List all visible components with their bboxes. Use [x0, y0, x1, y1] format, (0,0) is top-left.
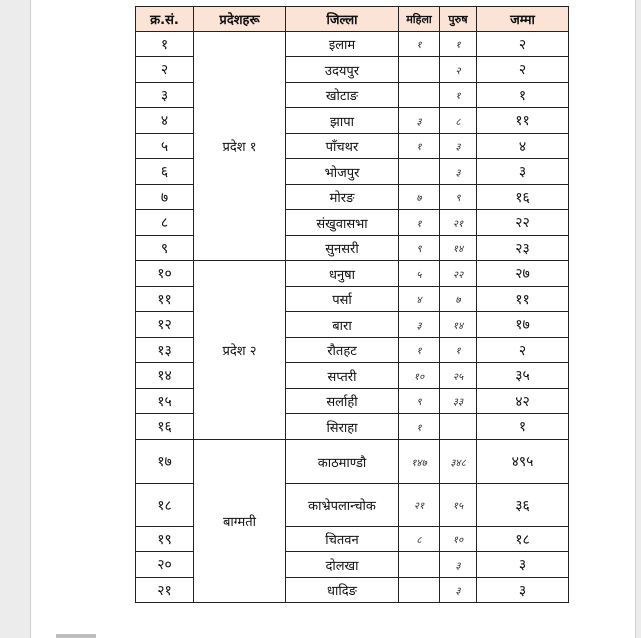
cell-province: बाग्मती	[194, 440, 286, 603]
cell-male: १५	[440, 484, 477, 527]
scrollbar-thumb[interactable]	[56, 634, 96, 638]
cell-sn: १८	[136, 484, 194, 527]
cell-sn: ११	[136, 287, 194, 312]
cell-total: ४२	[477, 389, 569, 414]
district-table	[135, 6, 569, 603]
cell-total: ४९५	[477, 440, 569, 484]
header-sn: क्र.सं.	[136, 7, 194, 32]
header-district: जिल्ला	[286, 7, 399, 32]
cell-female	[399, 83, 440, 108]
cell-district: उदयपुर	[286, 57, 399, 83]
cell-male: ७	[440, 287, 477, 312]
cell-sn: १४	[136, 363, 194, 389]
cell-district: पर्सा	[286, 287, 399, 312]
cell-sn: १०	[136, 261, 194, 287]
cell-male: २५	[440, 363, 477, 389]
cell-total: ४	[477, 134, 569, 159]
cell-sn: १५	[136, 389, 194, 414]
header-total: जम्मा	[477, 7, 569, 32]
cell-total: ३	[477, 552, 569, 578]
cell-male: १	[440, 83, 477, 108]
cell-total: २	[477, 338, 569, 363]
cell-total: २	[477, 57, 569, 83]
cell-district: सप्तरी	[286, 363, 399, 389]
cell-female: २१	[399, 484, 440, 527]
cell-male: ३	[440, 134, 477, 159]
cell-sn: २१	[136, 578, 194, 603]
cell-female: ९	[399, 389, 440, 414]
cell-male: ८	[440, 108, 477, 134]
cell-total: ११	[477, 287, 569, 312]
cell-sn: ५	[136, 134, 194, 159]
table-header-row	[136, 7, 569, 32]
cell-district: भोजपुर	[286, 159, 399, 185]
cell-district: झापा	[286, 108, 399, 134]
cell-male: ९	[440, 185, 477, 210]
header-female: महिला	[399, 7, 440, 32]
cell-sn: १६	[136, 414, 194, 440]
cell-sn: १	[136, 32, 194, 57]
cell-female: १	[399, 338, 440, 363]
cell-total: ३६	[477, 484, 569, 527]
cell-male: २	[440, 57, 477, 83]
cell-total: १	[477, 83, 569, 108]
cell-female: १०	[399, 363, 440, 389]
cell-sn: १३	[136, 338, 194, 363]
cell-sn: २	[136, 57, 194, 83]
cell-male: ३	[440, 552, 477, 578]
cell-total: २	[477, 32, 569, 57]
cell-province: प्रदेश २	[194, 261, 286, 440]
cell-total: १७	[477, 312, 569, 338]
cell-total: ३	[477, 578, 569, 603]
cell-female	[399, 57, 440, 83]
cell-district: सुनसरी	[286, 236, 399, 261]
cell-district: रौतहट	[286, 338, 399, 363]
cell-male: २१	[440, 210, 477, 236]
cell-total: ३	[477, 159, 569, 185]
cell-female: १४७	[399, 440, 440, 484]
cell-district: काठमाण्डौ	[286, 440, 399, 484]
cell-male: २२	[440, 261, 477, 287]
cell-male: ३	[440, 578, 477, 603]
cell-province: प्रदेश १	[194, 32, 286, 261]
cell-female: १	[399, 210, 440, 236]
cell-district: खोटाङ	[286, 83, 399, 108]
cell-total: २२	[477, 210, 569, 236]
cell-female: १	[399, 414, 440, 440]
cell-district: संखुवासभा	[286, 210, 399, 236]
cell-total: २३	[477, 236, 569, 261]
cell-male: १	[440, 338, 477, 363]
header-province: प्रदेशहरू	[194, 7, 286, 32]
cell-district: पाँचथर	[286, 134, 399, 159]
cell-male	[440, 414, 477, 440]
table-row	[136, 261, 569, 287]
cell-total: २७	[477, 261, 569, 287]
cell-male: ३	[440, 159, 477, 185]
cell-district: चितवन	[286, 527, 399, 552]
cell-sn: १७	[136, 440, 194, 484]
cell-female: १	[399, 32, 440, 57]
cell-sn: २०	[136, 552, 194, 578]
cell-male: १४	[440, 236, 477, 261]
document-page	[30, 0, 636, 638]
cell-district: मोरङ	[286, 185, 399, 210]
cell-sn: ९	[136, 236, 194, 261]
cell-district: धनुषा	[286, 261, 399, 287]
table-row	[136, 32, 569, 57]
cell-total: १८	[477, 527, 569, 552]
cell-female: ३	[399, 108, 440, 134]
page-footer-text	[231, 626, 471, 634]
cell-total: १	[477, 414, 569, 440]
cell-male: १०	[440, 527, 477, 552]
header-male: पुरुष	[440, 7, 477, 32]
cell-male: ३३	[440, 389, 477, 414]
table-body	[136, 32, 569, 603]
cell-female: ९	[399, 236, 440, 261]
cell-sn: १९	[136, 527, 194, 552]
cell-female: ७	[399, 185, 440, 210]
cell-district: इलाम	[286, 32, 399, 57]
cell-female: ३	[399, 312, 440, 338]
table-row	[136, 440, 569, 484]
cell-female: १	[399, 134, 440, 159]
cell-male: १४	[440, 312, 477, 338]
cell-male: १	[440, 32, 477, 57]
cell-female	[399, 578, 440, 603]
cell-total: १६	[477, 185, 569, 210]
cell-district: सिराहा	[286, 414, 399, 440]
cell-district: काभ्रेपलान्चोक	[286, 484, 399, 527]
cell-district: सर्लाही	[286, 389, 399, 414]
cell-sn: ६	[136, 159, 194, 185]
cell-district: धादिङ	[286, 578, 399, 603]
cell-district: दोलखा	[286, 552, 399, 578]
cell-male: ३४८	[440, 440, 477, 484]
cell-sn: ८	[136, 210, 194, 236]
cell-total: ३५	[477, 363, 569, 389]
cell-sn: ४	[136, 108, 194, 134]
cell-district: बारा	[286, 312, 399, 338]
cell-female: ५	[399, 261, 440, 287]
cell-total: ११	[477, 108, 569, 134]
cell-female: ४	[399, 287, 440, 312]
cell-female	[399, 159, 440, 185]
cell-sn: ७	[136, 185, 194, 210]
cell-sn: ३	[136, 83, 194, 108]
cell-female	[399, 552, 440, 578]
cell-female: ८	[399, 527, 440, 552]
cell-sn: १२	[136, 312, 194, 338]
